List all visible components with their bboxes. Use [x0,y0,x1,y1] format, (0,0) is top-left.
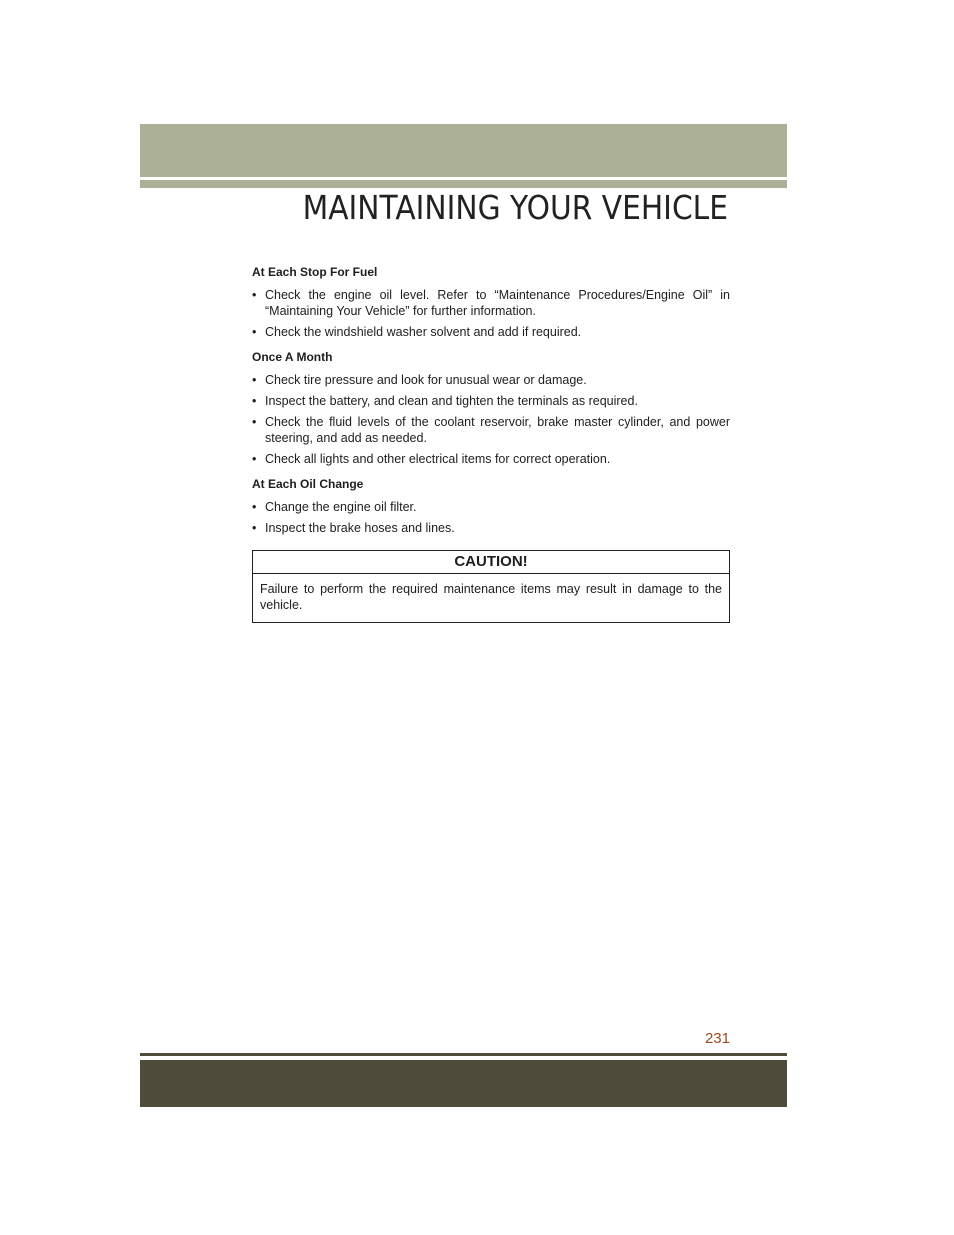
list-item-text: Change the engine oil filter. [265,500,417,514]
caution-title: CAUTION! [253,551,729,574]
header-band [140,124,787,177]
page-title: MAINTAINING YOUR VEHICLE [302,188,728,227]
caution-text: Failure to perform the required maintenance items may result in damage to the vehicle. [260,582,722,612]
section-heading: At Each Stop For Fuel [252,265,378,279]
list-item-text: Check the engine oil level. Refer to “Maintenance Procedures/Engine Oil” in “Maintaining Your Vehicle” for further information. [265,288,730,318]
list-item [252,520,730,536]
bullet-icon: • [252,452,257,466]
list-item [252,499,730,515]
bullet-list [252,287,730,340]
caution-box [252,550,730,623]
bullet-icon: • [252,521,257,535]
list-item-text: Check the windshield washer solvent and add if required. [265,325,582,339]
bullet-icon: • [252,415,257,429]
footer-band [140,1060,787,1107]
bullet-list [252,372,730,467]
section-heading: At Each Oil Change [252,477,364,491]
list-item [252,324,730,340]
list-item [252,372,730,388]
list-item-text: Check all lights and other electrical items for correct operation. [265,452,611,466]
bullet-list [252,499,730,536]
main-content [252,264,730,623]
bullet-icon: • [252,288,257,302]
section-fuel-stop [252,264,730,340]
bullet-icon: • [252,373,257,387]
bullet-icon: • [252,394,257,408]
header-stripe [140,180,787,188]
list-item-text: Check tire pressure and look for unusual wear or damage. [265,373,587,387]
list-item [252,414,730,446]
bullet-icon: • [252,500,257,514]
list-item [252,393,730,409]
section-monthly [252,349,730,467]
section-heading: Once A Month [252,350,333,364]
list-item-text: Inspect the brake hoses and lines. [265,521,455,535]
list-item-text: Check the fluid levels of the coolant reservoir, brake master cylinder, and power steering, and add as needed. [265,415,730,445]
footer-line [140,1053,787,1056]
list-item [252,287,730,319]
list-item [252,451,730,467]
bullet-icon: • [252,325,257,339]
list-item-text: Inspect the battery, and clean and tighten the terminals as required. [265,394,638,408]
section-oil-change [252,476,730,536]
page-number: 231 [704,1030,730,1047]
